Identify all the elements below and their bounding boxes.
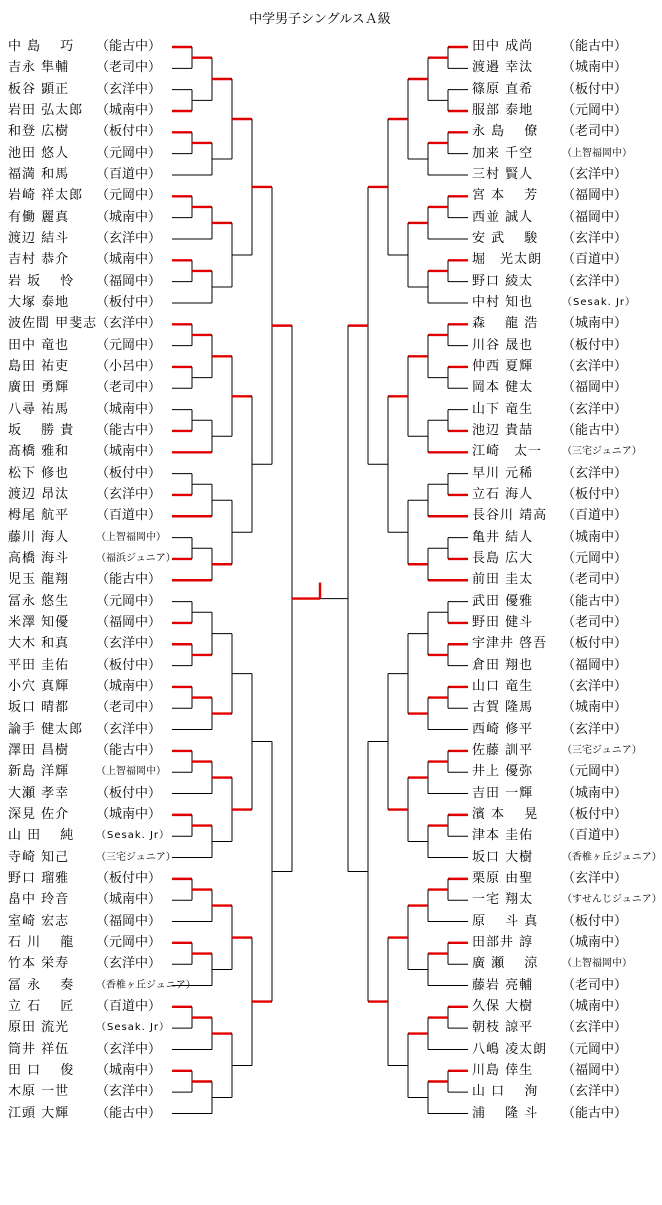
player-team: （城南中） bbox=[562, 934, 628, 950]
player-name: 室崎 宏志 bbox=[8, 913, 70, 929]
player-team: （城南中） bbox=[96, 252, 162, 268]
player-team: （上智福岡中） bbox=[96, 766, 166, 778]
player-team: （板付中） bbox=[562, 636, 628, 652]
player-team: （福岡中） bbox=[562, 209, 628, 225]
player-name: 渡辺 結斗 bbox=[8, 230, 70, 246]
player-team: （玄洋中） bbox=[96, 636, 162, 652]
player-team: （城南中） bbox=[96, 209, 162, 225]
player-name: 濱 本 晃 bbox=[472, 806, 539, 822]
player-name: 大塚 泰地 bbox=[8, 294, 70, 310]
player-team: （城南中） bbox=[96, 806, 162, 822]
player-name: 岩崎 祥太郎 bbox=[8, 188, 84, 204]
player-team: （三宅ジュニア） bbox=[562, 446, 642, 458]
player-name: 廣田 勇輝 bbox=[8, 380, 70, 396]
player-team: （老司中） bbox=[96, 380, 162, 396]
player-name: 三村 賢人 bbox=[472, 166, 534, 182]
player-team: （城南中） bbox=[96, 678, 162, 694]
player-name: 早川 元稀 bbox=[472, 465, 534, 481]
player-team: （板付中） bbox=[96, 465, 162, 481]
player-team: （玄洋中） bbox=[562, 465, 628, 481]
player-name: 川谷 晟也 bbox=[472, 337, 534, 353]
player-team: （能古中） bbox=[96, 742, 162, 758]
player-team: （上智福岡中） bbox=[96, 531, 166, 543]
player-team: （百道中） bbox=[96, 166, 162, 182]
player-name: 坂 勝 貴 bbox=[8, 422, 75, 438]
player-team: （香椎ヶ丘ジュニア） bbox=[96, 979, 196, 991]
player-team: （能古中） bbox=[562, 593, 628, 609]
player-name: 田中 竜也 bbox=[8, 337, 70, 353]
player-name: 吉田 一輝 bbox=[472, 785, 534, 801]
player-team: （三宅ジュニア） bbox=[562, 744, 642, 756]
player-name: 立石 海人 bbox=[472, 486, 534, 502]
player-team: （能古中） bbox=[562, 422, 628, 438]
player-name: 児玉 龍翔 bbox=[8, 572, 70, 588]
player-name: 西並 誠人 bbox=[472, 209, 534, 225]
player-team: （元岡中） bbox=[562, 764, 628, 780]
player-name: 新島 洋輝 bbox=[8, 764, 70, 780]
player-name: 篠原 直希 bbox=[472, 81, 534, 97]
player-team: （城南中） bbox=[562, 700, 628, 716]
player-team: （玄洋中） bbox=[562, 273, 628, 289]
player-team: （能古中） bbox=[96, 1105, 162, 1121]
player-name: 寺崎 知己 bbox=[8, 849, 70, 865]
player-team: （百道中） bbox=[562, 508, 628, 524]
player-name: 髙橋 雅和 bbox=[8, 444, 70, 460]
player-team: （玄洋中） bbox=[96, 1084, 162, 1100]
player-name: 宇津井 啓吾 bbox=[472, 636, 548, 652]
player-name: 石 川 龍 bbox=[8, 934, 75, 950]
player-name: 服部 泰地 bbox=[472, 102, 534, 118]
player-name: 竹本 栄寿 bbox=[8, 956, 70, 972]
player-name: 中 島 巧 bbox=[8, 39, 75, 54]
player-name: 島田 祐吏 bbox=[8, 358, 70, 374]
player-name: 山下 竜生 bbox=[472, 401, 534, 417]
player-name: 澤田 昌樹 bbox=[8, 742, 70, 758]
player-name: 津本 圭佑 bbox=[472, 828, 534, 844]
player-name: 波佐間 甲斐志 bbox=[8, 316, 98, 332]
player-team: （板付中） bbox=[96, 124, 162, 140]
player-team: （城南中） bbox=[562, 60, 628, 76]
player-team: （玄洋中） bbox=[562, 1020, 628, 1036]
player-team: （老司中） bbox=[562, 977, 628, 993]
player-team: （福岡中） bbox=[562, 657, 628, 673]
player-name: 朝枝 諒平 bbox=[472, 1020, 534, 1036]
player-team: （玄洋中） bbox=[96, 1041, 162, 1057]
player-name: 浦 隆 斗 bbox=[472, 1105, 539, 1121]
player-name: 岩田 弘太郎 bbox=[8, 102, 84, 118]
player-name: 論手 健太郎 bbox=[8, 721, 84, 737]
player-name: 吉村 恭介 bbox=[8, 252, 70, 268]
player-team: （福岡中） bbox=[562, 380, 628, 396]
player-name: 堀 光太朗 bbox=[472, 252, 543, 268]
player-team: （老司中） bbox=[96, 700, 162, 716]
player-team: （城南中） bbox=[562, 529, 628, 545]
player-team: （玄洋中） bbox=[96, 230, 162, 246]
player-team: （Sesak. Jr） bbox=[96, 1022, 171, 1034]
player-name: 畠中 玲音 bbox=[8, 892, 70, 908]
player-team: （元岡中） bbox=[96, 934, 162, 950]
player-name: 平田 圭佑 bbox=[8, 657, 70, 673]
player-team: （上智福岡中） bbox=[562, 147, 632, 159]
player-team: （百道中） bbox=[562, 252, 628, 268]
player-team: （玄洋中） bbox=[562, 358, 628, 374]
player-team: （元岡中） bbox=[562, 102, 628, 118]
player-team: （福岡中） bbox=[96, 614, 162, 630]
player-team: （Sesak. Jr） bbox=[562, 296, 637, 308]
player-name: 坂口 晴都 bbox=[8, 700, 70, 716]
player-team: （玄洋中） bbox=[562, 870, 628, 886]
player-team: （玄洋中） bbox=[562, 721, 628, 737]
player-team: （板付中） bbox=[562, 806, 628, 822]
player-team: （百道中） bbox=[562, 828, 628, 844]
player-team: （城南中） bbox=[96, 1062, 162, 1078]
player-team: （板付中） bbox=[96, 870, 162, 886]
player-name: 坂口 大樹 bbox=[472, 849, 534, 865]
player-name: 有働 麗真 bbox=[8, 209, 70, 225]
player-team: （香椎ヶ丘ジュニア） bbox=[562, 851, 662, 863]
player-team: （板付中） bbox=[562, 913, 628, 929]
player-name: 前田 圭太 bbox=[472, 572, 534, 588]
player-team: （城南中） bbox=[562, 998, 628, 1014]
player-team: （板付中） bbox=[96, 294, 162, 310]
player-name: 西崎 修平 bbox=[472, 721, 534, 737]
player-team: （玄洋中） bbox=[562, 230, 628, 246]
player-name: 木原 一世 bbox=[8, 1084, 70, 1100]
player-name: 藤川 海人 bbox=[8, 529, 70, 545]
player-name: 八尋 祐馬 bbox=[8, 401, 70, 417]
player-team: （玄洋中） bbox=[562, 678, 628, 694]
player-team: （能古中） bbox=[96, 39, 162, 54]
player-team: （城南中） bbox=[96, 892, 162, 908]
player-name: 渡辺 昂汰 bbox=[8, 486, 70, 502]
player-team: （元岡中） bbox=[96, 337, 162, 353]
player-name: 和登 広樹 bbox=[8, 124, 70, 140]
player-team: （百道中） bbox=[96, 508, 162, 524]
player-team: （福岡中） bbox=[96, 913, 162, 929]
player-team: （城南中） bbox=[96, 444, 162, 460]
player-team: （能古中） bbox=[96, 572, 162, 588]
player-team: （老司中） bbox=[562, 614, 628, 630]
player-name: 渡邉 幸汰 bbox=[472, 60, 534, 76]
player-name: 藤岩 亮輔 bbox=[472, 977, 534, 993]
player-name: 江崎 太一 bbox=[472, 444, 543, 460]
player-team: （板付中） bbox=[562, 486, 628, 502]
player-name: 野田 健斗 bbox=[472, 614, 534, 630]
player-team: （玄洋中） bbox=[562, 166, 628, 182]
player-name: 中村 知也 bbox=[472, 294, 534, 310]
player-name: 深見 佐介 bbox=[8, 806, 70, 822]
player-team: （板付中） bbox=[96, 657, 162, 673]
player-name: 廣 瀬 涼 bbox=[472, 956, 539, 972]
player-team: （すせんじジュニア） bbox=[562, 894, 662, 906]
player-name: 山 口 洵 bbox=[472, 1084, 539, 1100]
player-team: （玄洋中） bbox=[96, 956, 162, 972]
player-name: 亀井 結人 bbox=[472, 529, 534, 545]
player-name: 安 武 駿 bbox=[472, 230, 539, 246]
player-team: （元岡中） bbox=[96, 593, 162, 609]
player-name: 池辺 貴喆 bbox=[472, 422, 534, 438]
player-team: （福岡中） bbox=[96, 273, 162, 289]
player-name: 永 島 僚 bbox=[472, 124, 539, 140]
player-team: （元岡中） bbox=[96, 188, 162, 204]
player-team: （元岡中） bbox=[562, 550, 628, 566]
player-name: 松下 修也 bbox=[8, 465, 70, 481]
player-name: 八嶋 凌太朗 bbox=[472, 1041, 548, 1057]
player-name: 原 斗 真 bbox=[472, 913, 539, 929]
player-team: （城南中） bbox=[562, 785, 628, 801]
player-name: 山口 竜生 bbox=[472, 678, 534, 694]
player-name: 池田 悠人 bbox=[8, 145, 70, 161]
player-name: 高橋 海斗 bbox=[8, 550, 70, 566]
player-name: 原田 流光 bbox=[8, 1020, 70, 1036]
player-team: （元岡中） bbox=[96, 145, 162, 161]
player-team: （板付中） bbox=[96, 785, 162, 801]
player-name: 倉田 翔也 bbox=[472, 657, 534, 673]
player-team: （上智福岡中） bbox=[562, 958, 632, 970]
player-team: （小呂中） bbox=[96, 358, 162, 374]
player-name: 栂尾 航平 bbox=[8, 508, 70, 524]
player-team: （能古中） bbox=[562, 39, 628, 54]
player-team: （城南中） bbox=[96, 102, 162, 118]
player-name: 板谷 顕正 bbox=[8, 81, 70, 97]
player-name: 米澤 知優 bbox=[8, 614, 70, 630]
player-team: （板付中） bbox=[562, 337, 628, 353]
player-team: （老司中） bbox=[96, 60, 162, 76]
player-name: 栗原 由聖 bbox=[472, 870, 534, 886]
player-name: 筒井 祥伍 bbox=[8, 1041, 70, 1057]
player-team: （福岡中） bbox=[562, 188, 628, 204]
player-name: 仲西 夏輝 bbox=[472, 358, 534, 374]
player-name: 長谷川 靖高 bbox=[472, 508, 548, 524]
player-name: 福満 和馬 bbox=[8, 166, 70, 182]
player-team: （福浜ジュニア） bbox=[96, 552, 176, 564]
player-team: （玄洋中） bbox=[96, 721, 162, 737]
player-team: （玄洋中） bbox=[562, 1084, 628, 1100]
player-team: （玄洋中） bbox=[96, 81, 162, 97]
player-name: 一宅 翔太 bbox=[472, 892, 534, 908]
player-name: 武田 優雅 bbox=[472, 593, 534, 609]
player-name: 岩 坂 怜 bbox=[8, 273, 75, 289]
player-name: 大瀬 孝幸 bbox=[8, 785, 70, 801]
player-team: （老司中） bbox=[562, 572, 628, 588]
player-team: （元岡中） bbox=[562, 1041, 628, 1057]
player-name: 江頭 大輝 bbox=[8, 1105, 70, 1121]
player-name: 野口 綾太 bbox=[472, 273, 534, 289]
player-team: （老司中） bbox=[562, 124, 628, 140]
player-name: 立 石 匠 bbox=[8, 998, 75, 1014]
player-name: 宮 本 芳 bbox=[472, 188, 539, 204]
player-name: 長島 広大 bbox=[472, 550, 534, 566]
player-name: 冨 永 奏 bbox=[8, 977, 75, 993]
player-name: 久保 大樹 bbox=[472, 998, 534, 1014]
player-name: 井上 優弥 bbox=[472, 764, 534, 780]
player-team: （玄洋中） bbox=[96, 316, 162, 332]
player-name: 岡本 健太 bbox=[472, 380, 534, 396]
player-name: 吉永 隼輔 bbox=[8, 60, 70, 76]
player-team: （能古中） bbox=[96, 422, 162, 438]
player-name: 山 田 純 bbox=[8, 828, 75, 844]
player-name: 野口 瑠雅 bbox=[8, 870, 70, 886]
player-name: 田部井 諄 bbox=[472, 934, 534, 950]
player-name: 森 龍 浩 bbox=[472, 316, 539, 332]
player-team: （板付中） bbox=[562, 81, 628, 97]
player-name: 田中 成尚 bbox=[472, 39, 534, 54]
player-team: （城南中） bbox=[96, 401, 162, 417]
player-team: （玄洋中） bbox=[96, 486, 162, 502]
player-team: （玄洋中） bbox=[562, 401, 628, 417]
player-team: （能古中） bbox=[562, 1105, 628, 1121]
player-name: 小穴 真輝 bbox=[8, 678, 70, 694]
player-name: 冨永 悠生 bbox=[8, 593, 70, 609]
player-name: 田 口 俊 bbox=[8, 1062, 75, 1078]
player-name: 大木 和真 bbox=[8, 636, 70, 652]
player-team: （城南中） bbox=[562, 316, 628, 332]
player-name: 加来 千空 bbox=[472, 145, 534, 161]
player-team: （百道中） bbox=[96, 998, 162, 1014]
player-team: （Sesak. Jr） bbox=[96, 830, 171, 842]
player-name: 佐藤 訓平 bbox=[472, 742, 534, 758]
player-name: 古賀 隆馬 bbox=[472, 700, 534, 716]
page-title: 中学男子シングルスＡ級 bbox=[249, 12, 391, 27]
player-team: （福岡中） bbox=[562, 1062, 628, 1078]
player-team: （三宅ジュニア） bbox=[96, 851, 176, 863]
player-name: 川島 倖生 bbox=[472, 1062, 534, 1078]
